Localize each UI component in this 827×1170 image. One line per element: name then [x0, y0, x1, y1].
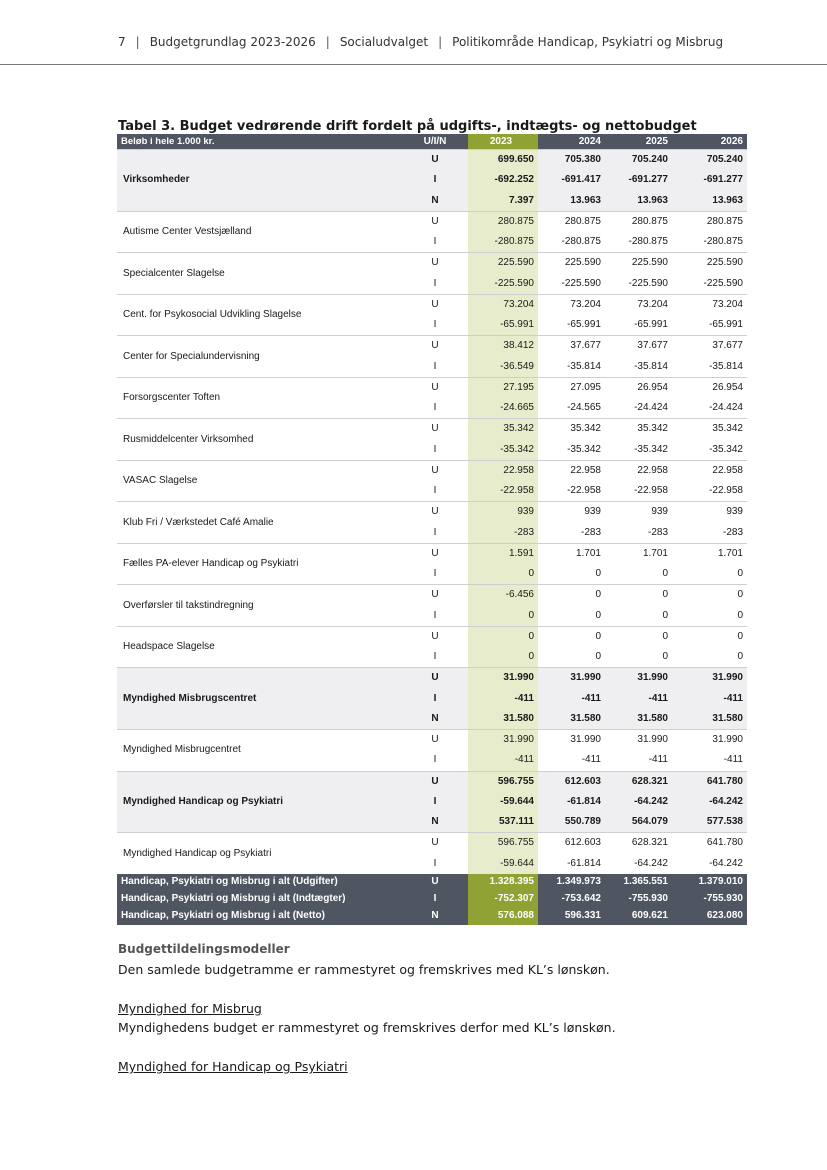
value-cell: -692.252: [468, 170, 538, 190]
row-label: Autisme Center Vestsjælland: [117, 211, 406, 253]
table-row: [117, 771, 747, 792]
page-number: 7: [118, 35, 126, 49]
value-cell: 73.204: [672, 294, 747, 315]
uin-cell: U: [406, 377, 468, 398]
value-cell: 31.990: [538, 730, 605, 751]
value-cell: -22.958: [468, 481, 538, 502]
total-label: Handicap, Psykiatri og Misbrug i alt (Udgifter): [117, 874, 406, 891]
value-cell: 596.755: [468, 833, 538, 854]
uin-cell: I: [433, 319, 437, 331]
uin-cell: I: [406, 689, 468, 709]
value-cell: 280.875: [672, 211, 747, 232]
total-uin: N: [406, 908, 468, 925]
value-cell: -35.342: [634, 443, 668, 455]
table-row: [117, 502, 747, 523]
table-row: [117, 211, 747, 232]
value-cell: 31.580: [672, 709, 747, 730]
value-cell: -24.565: [567, 402, 601, 414]
value-cell: 31.580: [605, 709, 672, 730]
table-row: [117, 543, 747, 564]
uin-cell: I: [433, 277, 437, 289]
row-label: Myndighed Handicap og Psykiatri: [117, 833, 406, 874]
row-label: VASAC Slagelse: [117, 460, 406, 502]
value-cell: 596.755: [468, 771, 538, 792]
value-cell: 35.342: [538, 419, 605, 440]
uin-cell: I: [433, 754, 437, 766]
value-cell: -691.417: [538, 170, 605, 190]
value-cell: 31.990: [605, 730, 672, 751]
value-cell: -411: [538, 689, 605, 709]
paragraph-1: Den samlede budgetramme er rammestyret og fremskrives med KL’s lønskøn.: [118, 962, 610, 977]
value-cell: 73.204: [605, 294, 672, 315]
value-cell: -65.991: [468, 315, 538, 336]
total-value: 1.365.551: [605, 874, 672, 891]
uin-cell: U: [406, 771, 468, 792]
value-cell: 22.958: [605, 460, 672, 481]
table-row: [117, 730, 747, 751]
value-cell: 0: [468, 626, 538, 647]
value-cell: 1.701: [672, 543, 747, 564]
row-label: Specialcenter Slagelse: [117, 253, 406, 295]
row-label: Headspace Slagelse: [117, 626, 406, 668]
total-row: [117, 891, 747, 908]
total-value: 1.328.395: [468, 874, 538, 891]
total-value: 576.088: [468, 908, 538, 925]
uin-cell: U: [406, 419, 468, 440]
uin-cell: U: [406, 460, 468, 481]
value-cell: 641.780: [672, 833, 747, 854]
value-cell: -691.277: [605, 170, 672, 190]
header-divider: [0, 64, 827, 65]
value-cell: -35.814: [634, 360, 668, 372]
value-cell: -691.277: [672, 170, 747, 190]
value-cell: 22.958: [538, 460, 605, 481]
uin-cell: U: [406, 668, 468, 689]
value-cell: 550.789: [538, 812, 605, 833]
row-label: Myndighed Handicap og Psykiatri: [117, 771, 406, 833]
table-row: [117, 336, 747, 357]
value-cell: -411: [468, 750, 538, 771]
value-cell: -283: [722, 526, 743, 538]
table-row: [117, 585, 747, 606]
value-cell: 0: [468, 647, 538, 668]
row-label: Klub Fri / Værkstedet Café Amalie: [117, 502, 406, 544]
value-cell: 225.590: [672, 253, 747, 274]
value-cell: -61.814: [538, 792, 605, 812]
value-cell: -59.644: [468, 854, 538, 874]
uin-cell: I: [433, 443, 437, 455]
uin-cell: U: [406, 502, 468, 523]
value-cell: 22.958: [468, 460, 538, 481]
value-cell: 0: [672, 585, 747, 606]
value-cell: 13.963: [672, 191, 747, 212]
value-cell: 564.079: [605, 812, 672, 833]
value-cell: 27.195: [468, 377, 538, 398]
total-row: [117, 874, 747, 891]
value-cell: 7.397: [468, 191, 538, 212]
value-cell: 641.780: [672, 771, 747, 792]
uin-cell: U: [406, 211, 468, 232]
value-cell: 0: [605, 626, 672, 647]
value-cell: 0: [737, 651, 743, 663]
total-row: [117, 908, 747, 925]
uin-cell: I: [433, 857, 437, 869]
value-cell: -411: [581, 754, 601, 766]
value-cell: 705.240: [672, 150, 747, 171]
col-header-2023: 2023: [468, 134, 538, 150]
total-value: -752.307: [468, 891, 538, 908]
value-cell: -280.875: [703, 236, 743, 248]
value-cell: 0: [538, 626, 605, 647]
value-cell: 37.677: [538, 336, 605, 357]
value-cell: 280.875: [605, 211, 672, 232]
value-cell: 0: [662, 568, 668, 580]
value-cell: -35.814: [709, 360, 743, 372]
col-header-2026: 2026: [672, 134, 747, 150]
value-cell: 612.603: [538, 771, 605, 792]
value-cell: 0: [737, 568, 743, 580]
value-cell: 0: [595, 609, 601, 621]
value-cell: -35.342: [709, 443, 743, 455]
value-cell: -65.991: [567, 319, 601, 331]
value-cell: -283: [468, 523, 538, 544]
total-value: -753.642: [538, 891, 605, 908]
value-cell: 13.963: [605, 191, 672, 212]
subheading-misbrug: Myndighed for Misbrug: [118, 1001, 262, 1016]
value-cell: 1.701: [605, 543, 672, 564]
subheading-handicap: Myndighed for Handicap og Psykiatri: [118, 1059, 348, 1074]
value-cell: -36.549: [468, 357, 538, 378]
table-row: [117, 460, 747, 481]
value-cell: -65.991: [634, 319, 668, 331]
table-row: [117, 419, 747, 440]
value-cell: 13.963: [538, 191, 605, 212]
uin-cell: U: [406, 253, 468, 274]
table-body: [117, 150, 747, 925]
value-cell: 31.990: [468, 668, 538, 689]
value-cell: -280.875: [628, 236, 668, 248]
value-cell: 0: [662, 609, 668, 621]
uin-cell: I: [433, 651, 437, 663]
area-title: Politikområde Handicap, Psykiatri og Misbrug: [452, 35, 724, 49]
value-cell: -64.242: [709, 857, 743, 869]
total-value: 1.349.973: [538, 874, 605, 891]
budget-table: [117, 134, 747, 925]
value-cell: 31.580: [538, 709, 605, 730]
value-cell: 225.590: [468, 253, 538, 274]
value-cell: 27.095: [538, 377, 605, 398]
table-header-row: [117, 134, 747, 150]
value-cell: 0: [672, 626, 747, 647]
doc-title: Budgetgrundlag 2023-2026: [149, 35, 316, 49]
committee: Socialudvalget: [339, 35, 429, 49]
value-cell: -24.424: [709, 402, 743, 414]
value-cell: 31.990: [672, 730, 747, 751]
value-cell: -22.958: [634, 485, 668, 497]
uin-cell: I: [433, 360, 437, 372]
total-value: -755.930: [672, 891, 747, 908]
value-cell: 939: [605, 502, 672, 523]
total-value: -755.930: [605, 891, 672, 908]
value-cell: 35.342: [605, 419, 672, 440]
value-cell: 37.677: [672, 336, 747, 357]
section-heading: Budgettildelingsmodeller: [118, 942, 290, 956]
value-cell: 37.677: [605, 336, 672, 357]
value-cell: -35.342: [567, 443, 601, 455]
row-label: Forsorgscenter Toften: [117, 377, 406, 419]
total-value: 609.621: [605, 908, 672, 925]
value-cell: 26.954: [672, 377, 747, 398]
value-cell: 280.875: [468, 211, 538, 232]
table-row: [117, 294, 747, 315]
value-cell: 939: [538, 502, 605, 523]
value-cell: -22.958: [709, 485, 743, 497]
value-cell: 31.990: [605, 668, 672, 689]
col-header-2024: 2024: [538, 134, 605, 150]
total-value: 623.080: [672, 908, 747, 925]
row-label: Myndighed Misbrugscentret: [117, 668, 406, 730]
value-cell: -6.456: [468, 585, 538, 606]
total-value: 596.331: [538, 908, 605, 925]
value-cell: -225.590: [628, 277, 668, 289]
uin-cell: U: [406, 150, 468, 171]
value-cell: -225.590: [561, 277, 601, 289]
table-row: [117, 626, 747, 647]
uin-cell: U: [406, 626, 468, 647]
uin-cell: I: [433, 568, 437, 580]
uin-cell: U: [406, 585, 468, 606]
value-cell: 939: [672, 502, 747, 523]
value-cell: -59.644: [468, 792, 538, 812]
value-cell: 612.603: [538, 833, 605, 854]
page-header: 7 | Budgetgrundlag 2023-2026 | Socialudvalget | Politikområde Handicap, Psykiatri og Misbrug: [118, 35, 724, 49]
value-cell: 31.990: [672, 668, 747, 689]
table-row: [117, 253, 747, 274]
value-cell: 0: [538, 585, 605, 606]
value-cell: 73.204: [538, 294, 605, 315]
uin-cell: U: [406, 294, 468, 315]
value-cell: -280.875: [561, 236, 601, 248]
uin-cell: I: [433, 609, 437, 621]
value-cell: -411: [723, 754, 743, 766]
value-cell: -65.991: [709, 319, 743, 331]
uin-cell: I: [433, 236, 437, 248]
value-cell: 699.650: [468, 150, 538, 171]
value-cell: -411: [468, 689, 538, 709]
value-cell: -64.242: [605, 792, 672, 812]
value-cell: 0: [737, 609, 743, 621]
total-value: 1.379.010: [672, 874, 747, 891]
col-header-2025: 2025: [605, 134, 672, 150]
uin-cell: U: [406, 336, 468, 357]
total-label: Handicap, Psykiatri og Misbrug i alt (Indtægter): [117, 891, 406, 908]
value-cell: 1.701: [538, 543, 605, 564]
table-row: [117, 668, 747, 689]
uin-cell: I: [433, 402, 437, 414]
uin-cell: I: [433, 485, 437, 497]
table-row: [117, 150, 747, 171]
value-cell: 0: [468, 564, 538, 585]
value-cell: 628.321: [605, 833, 672, 854]
value-cell: 0: [595, 651, 601, 663]
row-label: Center for Specialundervisning: [117, 336, 406, 378]
value-cell: -411: [605, 689, 672, 709]
value-cell: 73.204: [468, 294, 538, 315]
table-row: [117, 377, 747, 398]
value-cell: 38.412: [468, 336, 538, 357]
uin-cell: N: [406, 191, 468, 212]
value-cell: 537.111: [468, 812, 538, 833]
table-title: Tabel 3. Budget vedrørende drift fordelt på udgifts-, indtægts- og nettobudget: [118, 119, 697, 134]
value-cell: -22.958: [567, 485, 601, 497]
value-cell: -61.814: [567, 857, 601, 869]
value-cell: -64.242: [672, 792, 747, 812]
value-cell: 0: [468, 606, 538, 627]
row-label: Myndighed Misbrugcentret: [117, 730, 406, 772]
value-cell: 35.342: [468, 419, 538, 440]
value-cell: 705.380: [538, 150, 605, 171]
value-cell: 1.591: [468, 543, 538, 564]
uin-cell: I: [433, 526, 437, 538]
value-cell: 0: [595, 568, 601, 580]
total-label: Handicap, Psykiatri og Misbrug i alt (Netto): [117, 908, 406, 925]
value-cell: 225.590: [538, 253, 605, 274]
col-header-uin: U/I/N: [406, 134, 468, 150]
value-cell: 628.321: [605, 771, 672, 792]
value-cell: 939: [468, 502, 538, 523]
value-cell: -225.590: [468, 274, 538, 295]
value-cell: 0: [605, 585, 672, 606]
value-cell: -35.814: [567, 360, 601, 372]
row-label: Overførsler til takstindregning: [117, 585, 406, 627]
value-cell: -280.875: [468, 232, 538, 253]
row-label: Virksomheder: [117, 150, 406, 212]
value-cell: 22.958: [672, 460, 747, 481]
total-uin: I: [406, 891, 468, 908]
value-cell: 35.342: [672, 419, 747, 440]
value-cell: -64.242: [634, 857, 668, 869]
value-cell: 705.240: [605, 150, 672, 171]
uin-cell: N: [406, 812, 468, 833]
uin-cell: U: [406, 543, 468, 564]
row-label: Rusmiddelcenter Virksomhed: [117, 419, 406, 461]
row-label: Cent. for Psykosocial Udvikling Slagelse: [117, 294, 406, 336]
uin-cell: I: [406, 170, 468, 190]
value-cell: 280.875: [538, 211, 605, 232]
row-label: Fælles PA-elever Handicap og Psykiatri: [117, 543, 406, 585]
value-cell: -24.424: [634, 402, 668, 414]
paragraph-2: Myndighedens budget er rammestyret og fremskrives derfor med KL’s lønskøn.: [118, 1020, 616, 1035]
uin-cell: I: [406, 792, 468, 812]
value-cell: -225.590: [703, 277, 743, 289]
value-cell: 577.538: [672, 812, 747, 833]
col-header-label: Beløb i hele 1.000 kr.: [117, 134, 406, 150]
uin-cell: U: [406, 730, 468, 751]
value-cell: -283: [580, 526, 601, 538]
value-cell: 31.990: [538, 668, 605, 689]
value-cell: -24.665: [468, 398, 538, 419]
value-cell: -411: [648, 754, 668, 766]
total-uin: U: [406, 874, 468, 891]
value-cell: 0: [662, 651, 668, 663]
uin-cell: N: [406, 709, 468, 730]
value-cell: -35.342: [468, 440, 538, 461]
value-cell: -283: [647, 526, 668, 538]
value-cell: 26.954: [605, 377, 672, 398]
uin-cell: U: [406, 833, 468, 854]
value-cell: -411: [672, 689, 747, 709]
value-cell: 31.580: [468, 709, 538, 730]
value-cell: 225.590: [605, 253, 672, 274]
value-cell: 31.990: [468, 730, 538, 751]
table-row: [117, 833, 747, 854]
